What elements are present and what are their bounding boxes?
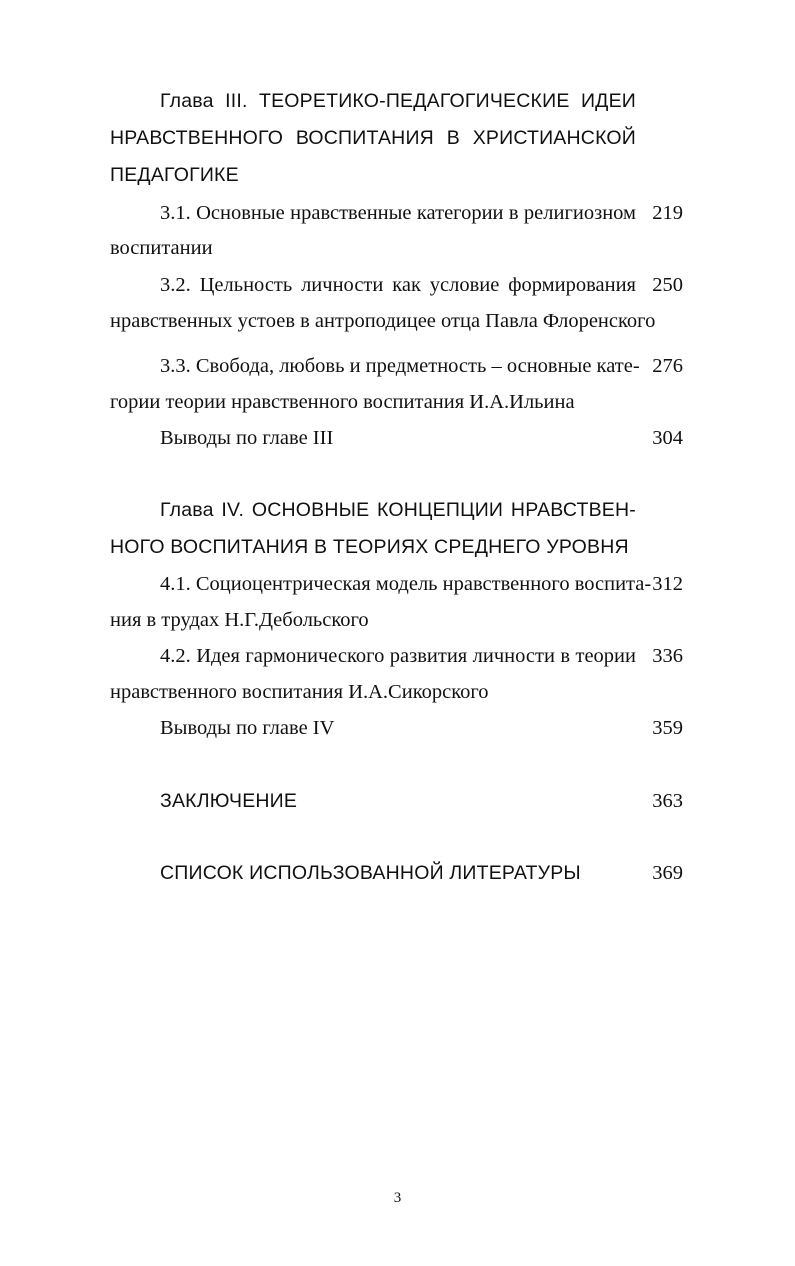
toc-entry-4-1-line1: 4.1. Социоцентрическая модель нравственного воспита- [160, 573, 652, 595]
chapter3-title-line1: Глава III. ТЕОРЕТИКО-ПЕДАГОГИЧЕСКИЕ ИДЕИ [160, 90, 636, 112]
chapter4-title-line1: Глава IV. ОСНОВНЫЕ КОНЦЕПЦИИ НРАВСТВЕН- [160, 499, 636, 521]
chapter4-title-line2: НОГО ВОСПИТАНИЯ В ТЕОРИЯХ СРЕДНЕГО УРОВНЯ [110, 536, 629, 558]
toc-entry-3-1-page: 219 [652, 202, 683, 224]
toc-entry-4-1-page: 312 [652, 573, 683, 595]
toc-entry-3-3-line1: 3.3. Свобода, любовь и предметность – основные кате- [160, 355, 640, 377]
toc-entry-3-2-line2: нравственных устоев в антроподицее отца Павла Флоренского [110, 310, 656, 332]
toc-entry-4-1-line2: ния в трудах Н.Г.Дебольского [110, 609, 369, 631]
toc-entry-3-3-page: 276 [652, 355, 683, 377]
toc-entry-3-1-line1: 3.1. Основные нравственные категории в религиозном [160, 202, 636, 224]
chapter3-title-line3: ПЕДАГОГИКЕ [110, 164, 239, 186]
toc-bibliography-label: СПИСОК ИСПОЛЬЗОВАННОЙ ЛИТЕРАТУРЫ [160, 862, 581, 884]
toc-conclusions-4-page: 359 [652, 717, 683, 739]
toc-entry-4-2-page: 336 [652, 645, 683, 667]
page-number: 3 [393, 1190, 402, 1206]
toc-entry-4-2-line1: 4.2. Идея гармонического развития личности в теории [160, 645, 636, 667]
toc-entry-3-2-page: 250 [652, 274, 683, 296]
toc-conclusion-page: 363 [652, 790, 683, 812]
toc-entry-3-3-line2: гории теории нравственного воспитания И.А.Ильина [110, 391, 575, 413]
toc-bibliography-page: 369 [652, 862, 683, 884]
toc-conclusion-label: ЗАКЛЮЧЕНИЕ [160, 790, 298, 812]
toc-entry-4-2-line2: нравственного воспитания И.А.Сикорского [110, 681, 489, 703]
toc-conclusions-3-label: Выводы по главе III [160, 427, 334, 449]
toc-entry-3-2-line1: 3.2. Цельность личности как условие формирования [160, 274, 636, 296]
toc-conclusions-4-label: Выводы по главе IV [160, 717, 335, 739]
toc-entry-3-1-line2: воспитании [110, 237, 213, 259]
toc-conclusions-3-page: 304 [652, 427, 683, 449]
chapter3-title-line2: НРАВСТВЕННОГО ВОСПИТАНИЯ В ХРИСТИАНСКОЙ [110, 127, 636, 149]
